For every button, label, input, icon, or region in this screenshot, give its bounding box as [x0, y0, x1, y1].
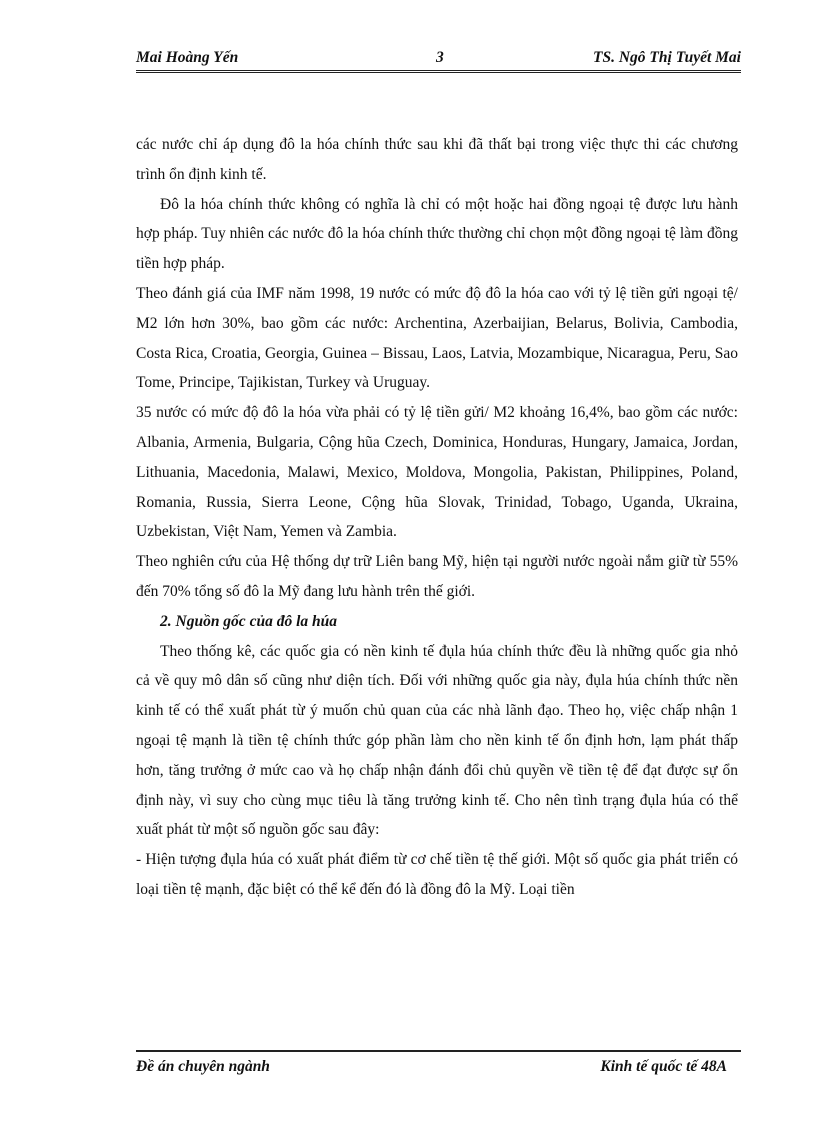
paragraph-origins: Theo thống kê, các quốc gia có nền kinh tế đụla húa chính thức đều là những quốc gia nhỏ cả về quy mô dân số cũng như diện tích. Đối với những quốc gia này, đụla húa chính thức nền kinh tế có thể xuất phát từ ý muốn chủ quan của các nhà lãnh đạo. Theo họ, việc chấp nhận 1 ngoại tệ mạnh là tiền tệ chính thức góp phần làm cho nền kinh tế ổn định hơn, lạm phát thấp hơn, tăng trưởng ở mức cao và họ chấp nhận đánh đổi chủ quyền về tiền tệ để đạt được sự ổn định này, vì suy cho cùng mục tiêu là tăng trưởng kinh tế. Cho nên tình trạng đụla húa có thể xuất phát từ một số nguồn gốc sau đây:: [136, 642, 738, 839]
page-footer: [136, 1050, 741, 1078]
paragraph-official-dollarization: Đô la hóa chính thức không có nghĩa là chỉ có một hoặc hai đồng ngoại tệ được lưu hành hợp pháp. Tuy nhiên các nước đô la hóa chính thức thường chỉ chọn một đồng ngoại tệ làm đồng tiền hợp pháp.: [136, 195, 738, 273]
header-author: Mai Hoàng Yến: [136, 49, 239, 66]
section-heading: 2. Nguồn gốc của đô la húa: [160, 612, 337, 630]
header-page-number: 3: [436, 49, 444, 66]
header-supervisor: TS. Ngô Thị Tuyết Mai: [593, 49, 741, 66]
page-body: [136, 130, 738, 905]
paragraph-origin-bullet: - Hiện tượng đụla húa có xuất phát điểm từ cơ chế tiền tệ thế giới. Một số quốc gia phát triển có loại tiền tệ mạnh, đặc biệt có thể kể đến đó là đồng đô la Mỹ. Loại tiền: [136, 851, 738, 898]
footer-project-label: Đề án chuyên ngành: [136, 1058, 270, 1075]
paragraph-moderate-dollarization: 35 nước có mức độ đô la hóa vừa phải có tỷ lệ tiền gửi/ M2 khoảng 16,4%, bao gồm các nước: Albania, Armenia, Bulgaria, Cộng hũa Czech, Dominica, Honduras, Hungary, Jamaica, Jordan, Lithuania, Macedonia, Malawi, Mexico, Moldova, Mongolia, Pakistan, Philippines, Poland, Romania, Russia, Sierra Leone, Cộng hũa Slovak, Trinidad, Tobago, Uganda, Ukraina, Uzbekistan, Việt Nam, Yemen và Zambia.: [136, 404, 738, 541]
page-header: [136, 48, 741, 73]
paragraph-imf-high-dollarization: Theo đánh giá của IMF năm 1998, 19 nước có mức độ đô la hóa cao với tỷ lệ tiền gửi ngoại tệ/ M2 lớn hơn 30%, bao gồm các nước: Archentina, Azerbaijian, Belarus, Bolivia, Cambodia, Costa Rica, Croatia, Georgia, Guinea – Bissau, Laos, Latvia, Mozambique, Nicaragua, Peru, Sao Tome, Principe, Tajikistan, Turkey và Uruguay.: [136, 284, 738, 392]
footer-class-label: Kinh tế quốc tế 48A: [600, 1058, 727, 1075]
paragraph-continuation: các nước chỉ áp dụng đô la hóa chính thức sau khi đã thất bại trong việc thực thi các chương trình ổn định kinh tế.: [136, 136, 738, 183]
paragraph-federal-reserve: Theo nghiên cứu của Hệ thống dự trữ Liên bang Mỹ, hiện tại người nước ngoài nắm giữ từ 55% đến 70% tổng số đô la Mỹ đang lưu hành trên thế giới.: [136, 553, 738, 600]
